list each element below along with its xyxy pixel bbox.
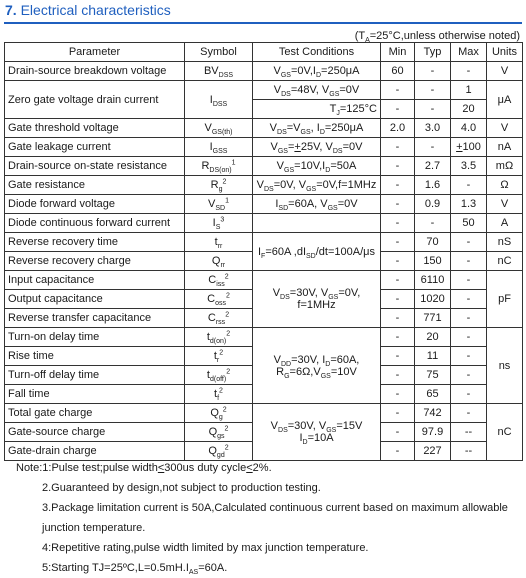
min-value: - xyxy=(381,81,415,100)
test-condition-cell: $V_{DS}=V_{GS}$, $I_D=250\mu A$ xyxy=(253,119,381,138)
unit-cell: V xyxy=(487,195,523,214)
note-2: 2.Guaranteed by design,not subject to production testing. xyxy=(42,482,321,494)
typ-value: 2.7 xyxy=(415,157,451,176)
typ-value: - xyxy=(415,214,451,233)
parameter-cell: Diode continuous forward current xyxy=(5,214,185,233)
min-value: - xyxy=(381,290,415,309)
table-header-row xyxy=(5,43,523,62)
min-value: - xyxy=(381,404,415,423)
test-condition-cell: $V_{GS}=0V,I_D=250\mu A$ xyxy=(253,62,381,81)
max-value: 1 xyxy=(451,81,487,100)
symbol-cell: $I_S^3$ xyxy=(185,214,253,233)
parameter-cell: Turn-on delay time xyxy=(5,328,185,347)
parameter-cell: Rise time xyxy=(5,347,185,366)
parameter-cell: Output capacitance xyxy=(5,290,185,309)
min-value: - xyxy=(381,366,415,385)
typ-value: 11 xyxy=(415,347,451,366)
note-5: 5:Starting $TJ=25ºC,L=0.5mH.I_{AS}=60A$. xyxy=(42,562,228,577)
max-value: 3.5 xyxy=(451,157,487,176)
max-value: - xyxy=(451,176,487,195)
max-value: -- xyxy=(451,442,487,461)
min-value: - xyxy=(381,157,415,176)
max-value: - xyxy=(451,271,487,290)
symbol-cell: $R_{DS(on)}^1$ xyxy=(185,157,253,176)
symbol-cell: $V_{GS(th)}$ xyxy=(185,119,253,138)
typ-value: 20 xyxy=(415,328,451,347)
min-value: - xyxy=(381,176,415,195)
typ-value: 1020 xyxy=(415,290,451,309)
typ-value: 742 xyxy=(415,404,451,423)
table-row xyxy=(5,119,523,138)
max-value: - xyxy=(451,404,487,423)
typ-value: 0.9 xyxy=(415,195,451,214)
min-value: - xyxy=(381,195,415,214)
typ-value: 6110 xyxy=(415,271,451,290)
table-row xyxy=(5,138,523,157)
min-value: - xyxy=(381,271,415,290)
min-value: - xyxy=(381,252,415,271)
max-value: - xyxy=(451,347,487,366)
parameter-cell: Total gate charge xyxy=(5,404,185,423)
max-value: 20 xyxy=(451,100,487,119)
typ-value: 1.6 xyxy=(415,176,451,195)
typ-value: - xyxy=(415,62,451,81)
unit-cell: μA xyxy=(487,81,523,119)
max-value: - xyxy=(451,328,487,347)
symbol-cell: $t_f^2$ xyxy=(185,385,253,404)
symbol-cell: $Q_{gs}^2$ xyxy=(185,423,253,442)
max-value: 4.0 xyxy=(451,119,487,138)
note-3: 3.Package limitation current is 50A,Calculated continuous current based on maximum allowable xyxy=(42,502,508,514)
test-condition-note: ($T_A=25^\circ C,unless$ otherwise noted) xyxy=(354,30,520,45)
capacitance-unit: pF xyxy=(487,271,523,328)
switching-unit: ns xyxy=(487,328,523,404)
max-value: 1.3 xyxy=(451,195,487,214)
max-value: +100 xyxy=(451,138,487,157)
symbol-cell: $Q_{gd}^2$ xyxy=(185,442,253,461)
note-3-cont: junction temperature. xyxy=(42,522,146,534)
test-condition-cell: $V_{GS}=+25V$, $V_{DS}=0V$ xyxy=(253,138,381,157)
symbol-cell: $t_{rr}$ xyxy=(185,233,253,252)
section-title xyxy=(5,2,171,18)
symbol-cell: $V_{SD}^1$ xyxy=(185,195,253,214)
max-value: - xyxy=(451,290,487,309)
test-condition-cell: $V_{GS}=10V,I_D=50A$ xyxy=(253,157,381,176)
min-value: - xyxy=(381,100,415,119)
table-row xyxy=(5,157,523,176)
unit-cell: V xyxy=(487,62,523,81)
symbol-cell: $t_{d(off)}^2$ xyxy=(185,366,253,385)
switching-conditions: $V_{DD}=30V$, $I_D=60A$, $R_G=6\Omega,V_{GS}=10V$ xyxy=(253,328,381,404)
parameter-cell: Reverse transfer capacitance xyxy=(5,309,185,328)
symbol-cell: $BV_{DSS}$ xyxy=(185,62,253,81)
table-row xyxy=(5,214,523,233)
unit-cell: Ω xyxy=(487,176,523,195)
symbol-cell: $t_r^2$ xyxy=(185,347,253,366)
parameter-cell: Reverse recovery charge xyxy=(5,252,185,271)
col-symbol: Symbol xyxy=(185,43,253,62)
notes-block xyxy=(16,458,508,578)
unit-cell: A xyxy=(487,214,523,233)
typ-value: 150 xyxy=(415,252,451,271)
parameter-cell: Drain-source on-state resistance xyxy=(5,157,185,176)
unit-cell: nA xyxy=(487,138,523,157)
note-4: 4:Repetitive rating,pulse width limited by max junction temperature. xyxy=(42,542,369,554)
typ-value: 70 xyxy=(415,233,451,252)
typ-value: 771 xyxy=(415,309,451,328)
parameter-cell: Reverse recovery time xyxy=(5,233,185,252)
min-value: - xyxy=(381,385,415,404)
typ-value: 227 xyxy=(415,442,451,461)
max-value: - xyxy=(451,62,487,81)
min-value: - xyxy=(381,309,415,328)
symbol-cell: $C_{oss}^2$ xyxy=(185,290,253,309)
gate-charge-conditions: $V_{DS}=30V$, $V_{GS}=15V$ $I_D=10A$ xyxy=(253,404,381,461)
table-row xyxy=(5,271,523,290)
table-row xyxy=(5,176,523,195)
parameter-cell: Input capacitance xyxy=(5,271,185,290)
characteristics-table xyxy=(4,42,523,461)
parameter-cell: Gate threshold voltage xyxy=(5,119,185,138)
section-heading: Electrical characteristics xyxy=(20,2,171,18)
parameter-cell: Gate-source charge xyxy=(5,423,185,442)
col-max: Max xyxy=(451,43,487,62)
symbol-cell: $I_{DSS}$ xyxy=(185,81,253,119)
max-value: - xyxy=(451,385,487,404)
min-value: 2.0 xyxy=(381,119,415,138)
typ-value: - xyxy=(415,100,451,119)
max-value: -- xyxy=(451,423,487,442)
min-value: - xyxy=(381,138,415,157)
title-underline xyxy=(4,22,522,24)
table-row xyxy=(5,328,523,347)
parameter-cell: Zero gate voltage drain current xyxy=(5,81,185,119)
gate-charge-unit: nC xyxy=(487,404,523,461)
test-condition-cell: $T_J=125^\circ C$ xyxy=(253,100,381,119)
unit-cell: mΩ xyxy=(487,157,523,176)
col-units: Units xyxy=(487,43,523,62)
test-condition-cell: $I_{SD}=60A$, $V_{GS}=0V$ xyxy=(253,195,381,214)
typ-value: 3.0 xyxy=(415,119,451,138)
max-value: - xyxy=(451,233,487,252)
symbol-cell: $R_g^2$ xyxy=(185,176,253,195)
parameter-cell: Gate resistance xyxy=(5,176,185,195)
max-value: 50 xyxy=(451,214,487,233)
col-min: Min xyxy=(381,43,415,62)
min-value: - xyxy=(381,423,415,442)
typ-value: 75 xyxy=(415,366,451,385)
table-row xyxy=(5,195,523,214)
symbol-cell: $Q_g^2$ xyxy=(185,404,253,423)
table-row xyxy=(5,404,523,423)
unit-cell: nS xyxy=(487,233,523,252)
test-condition-cell xyxy=(253,214,381,233)
table-row xyxy=(5,81,523,100)
min-value: - xyxy=(381,328,415,347)
typ-value: - xyxy=(415,138,451,157)
min-value: 60 xyxy=(381,62,415,81)
note-1: Note:1:Pulse test;pulse width<300us duty cycle<2%. xyxy=(16,462,272,474)
parameter-cell: Fall time xyxy=(5,385,185,404)
capacitance-conditions: $V_{DS}=30V$, $V_{GS}=0V$, f=1MHz xyxy=(253,271,381,328)
parameter-cell: Turn-off delay time xyxy=(5,366,185,385)
min-value: - xyxy=(381,347,415,366)
reverse-recovery-conditions: $I_F=60A$ $,dI_{SD}/dt=100A/\mu s$ xyxy=(253,233,381,271)
parameter-cell: Gate leakage current xyxy=(5,138,185,157)
min-value: - xyxy=(381,233,415,252)
parameter-cell: Drain-source breakdown voltage xyxy=(5,62,185,81)
typ-value: 97.9 xyxy=(415,423,451,442)
table-row xyxy=(5,62,523,81)
parameter-cell: Gate-drain charge xyxy=(5,442,185,461)
unit-cell: nC xyxy=(487,252,523,271)
min-value: - xyxy=(381,442,415,461)
col-test-conditions: Test Conditions xyxy=(253,43,381,62)
symbol-cell: $C_{rss}^2$ xyxy=(185,309,253,328)
typ-value: 65 xyxy=(415,385,451,404)
test-condition-cell: $V_{DS}=48V$, $V_{GS}=0V$ xyxy=(253,81,381,100)
section-number: 7. xyxy=(5,2,17,18)
unit-cell: V xyxy=(487,119,523,138)
col-parameter: Parameter xyxy=(5,43,185,62)
parameter-cell: Diode forward voltage xyxy=(5,195,185,214)
max-value: - xyxy=(451,366,487,385)
min-value: - xyxy=(381,214,415,233)
typ-value: - xyxy=(415,81,451,100)
max-value: - xyxy=(451,309,487,328)
test-condition-cell: $V_{DS}=0V$, $V_{GS}=0V,f=1MHz$ xyxy=(253,176,381,195)
symbol-cell: $Q_{rr}$ xyxy=(185,252,253,271)
max-value: - xyxy=(451,252,487,271)
symbol-cell: $I_{GSS}$ xyxy=(185,138,253,157)
symbol-cell: $t_{d(on)}^2$ xyxy=(185,328,253,347)
table-row xyxy=(5,233,523,252)
symbol-cell: $C_{iss}^2$ xyxy=(185,271,253,290)
col-typ: Typ xyxy=(415,43,451,62)
